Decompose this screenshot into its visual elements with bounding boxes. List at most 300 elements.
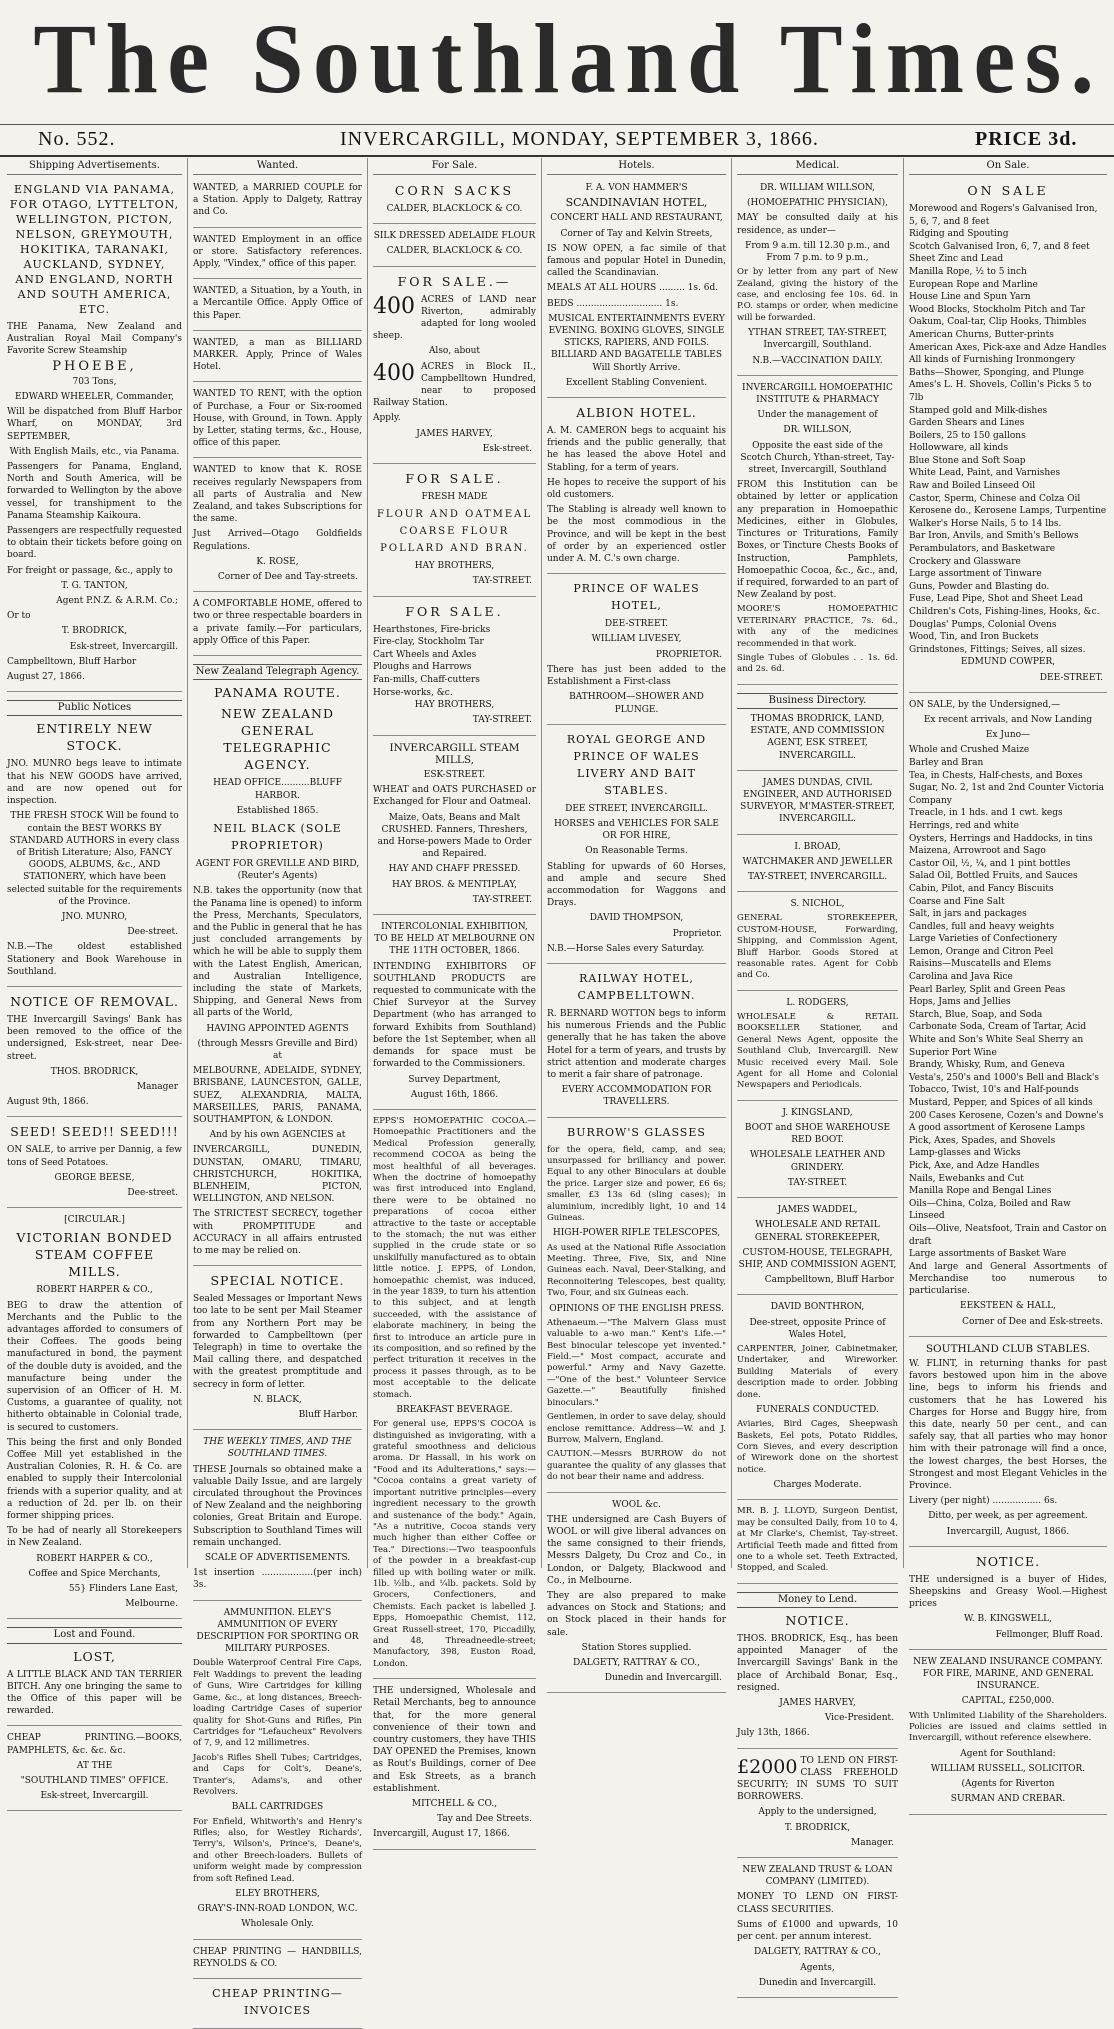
ad-body: FLOUR AND OATMEAL COARSE FLOUR POLLARD AND BRAN. (376, 509, 533, 555)
ad-body: R. BERNARD WOTTON begs to inform his numerous Friends and the Public generally that he has taken the above Hotel for a term of years, and trusts by strict attention and moderate charges to merit a fair share of patronage. (547, 1008, 726, 1080)
list-item: Ridging and Spouting (909, 229, 1009, 240)
ad-title: DAVID BONTHRON, (770, 1302, 865, 1313)
list-item: Fire-clay, Stockholm Tar (373, 637, 484, 648)
ad-note: N.B.—The oldest established Stationery and Book Warehouse in Southland. (7, 942, 182, 977)
ad-body: FUNERALS CONDUCTED. (756, 1404, 879, 1415)
ad-body: THE FRESH STOCK Will be found to contain the BEST WORKS BY STANDARD AUTHORS in every class of British Literature; Also, FANCY GOODS, ALBUMS, &c., AND STATIONERY, which have been selected suitable for the requirements of the Province. (7, 811, 182, 907)
ad-note: N.B.—Horse Sales every Saturday. (547, 943, 705, 954)
list-item: Hearthstones, Fire-bricks (373, 624, 491, 635)
ad-signature: GEORGE BEESE, (54, 1172, 135, 1183)
column-head: Hotels. (547, 158, 726, 175)
ad-price: Livery (per night) ................. 6s. (909, 1496, 1058, 1507)
list-item: Castor, Sperm, Chinese and Colza Oil (909, 493, 1081, 504)
ad-body: He hopes to receive the support of his old customers. (547, 477, 726, 501)
ad-signature: JNO. MUNRO, (61, 911, 128, 922)
ad-body: THE undersigned are Cash Buyers of WOOL or will give liberal advances on the same consigned to their friends, Messrs Dalgety, Du Croz and Co., in London, or Dalgety, Blackwood and Co., in Melbourne. (547, 1514, 726, 1586)
ad-address: Dunedin and Invercargill. (604, 1673, 722, 1684)
section-head: Money to Lend. (737, 1592, 898, 1608)
acreage-number: 400 (373, 360, 415, 386)
ad-address: GRAY'S-INN-ROAD LONDON, W.C. (197, 1904, 358, 1915)
ad-telegraph-agency (193, 659, 362, 1266)
ad-title: INVERCARGILL STEAM MILLS, (389, 741, 520, 766)
ad-title: JAMES WADDEL, (777, 1205, 858, 1216)
ad-eley-ammunition (193, 1604, 362, 1940)
ad-date: July 13th, 1866. (737, 1728, 810, 1739)
ad-railway-hotel (547, 967, 726, 1118)
ad-signature: K. ROSE, (256, 556, 299, 567)
ad-signature: ROBERT HARPER & CO., (36, 1553, 153, 1564)
ad-body: Just Arrived—Otago Goldfields Regulations. (193, 529, 362, 552)
ad-address: DEE STREET, INVERCARGILL. (565, 803, 708, 814)
list-item: Guns, Powder and Blasting do. (909, 581, 1050, 592)
ad-title: I. BROAD, (794, 841, 841, 852)
ship-mails: With English Mails, etc., via Panama. (9, 446, 180, 457)
list-item: Stamped gold and Milk-dishes (909, 405, 1048, 416)
ad-signature: ELEY BROTHERS, (235, 1889, 320, 1899)
list-item: Wood Blocks, Stockholm Pitch and Tar (909, 304, 1086, 315)
ad-club-stables (909, 1340, 1107, 1547)
ad-note: CAUTION.—Messrs BURROW do not guarantee the quality of any glasses that do not bear their name and address. (547, 1449, 726, 1483)
list-item: Morewood and Rogers's Galvanised Iron, 5, 6, 7, and 8 feet (909, 204, 1098, 227)
ad-title: SCANDINAVIAN HOTEL, (565, 196, 708, 210)
ad-title: SOUTHLAND CLUB STABLES. (925, 1342, 1091, 1355)
ad-price: Single Tubes of Globules . . 1s. 6d. and 2s. 6d. (737, 652, 898, 675)
ad-body: INVERCARGILL, DUNEDIN, DUNSTAN, OMARU, TIMARU, CHRISTCHURCH, HOKITIKA, BLENHEIM, PICTON, WELLINGTON, AND NELSON. (193, 1145, 362, 1205)
section-head: Lost and Found. (7, 1627, 182, 1643)
list-item: Cart Wheels and Axles (373, 649, 477, 660)
ad-body: WANTED, a MARRIED COUPLE for a Station. Apply to Dalgety, Rattray and Co. (193, 183, 362, 218)
ad-body: WHEAT and OATS PURCHASED or Exchanged for Flour and Oatmeal. (373, 785, 536, 808)
column-hotels (542, 158, 732, 1684)
ad-dr-willson (737, 179, 898, 376)
list-item: Pick, Axe, and Adze Handles (909, 1160, 1040, 1171)
list-item: Candles, full and heavy weights (909, 921, 1055, 932)
ad-trust-loan (737, 1861, 898, 1998)
ad-title: S. NICHOL, (790, 899, 845, 910)
newspaper-title: The Southland Times. (33, 3, 1104, 114)
ad-title: THE WEEKLY TIMES, AND THE SOUTHLAND TIMES. (203, 1437, 352, 1460)
ad-note: N.B.—VACCINATION DAILY. (752, 355, 883, 366)
ad-body: Athenaeum.—"The Malvern Glass must valuable to a-wo man." Kent's Life.—" Best binocular telescope yet invented." Field.—" Most compact, accurate and powerful." Army and Navy Gazette.—"One of the best." Volunteer Service Gazette.—" Beautifully finished binoculars." (547, 1317, 726, 1408)
ship-name: PHOEBE, (52, 358, 137, 374)
ad-body: THOS. BRODRICK, Esq., has been appointed Manager of the Invercargill Savings' Bank in the place of Archibald Bonar, Esq., resigned. (737, 1634, 898, 1693)
list-item: Vesta's, 250's and 1000's Bell and Black's (909, 1072, 1099, 1083)
column-for-sale (368, 158, 542, 1840)
ad-body: Established 1865. (236, 805, 319, 816)
ship-or: Or to (7, 611, 31, 622)
ad-body: As used at the National Rifle Association Meeting. Three, Five, Six, and Nine Guineas each. Naval, Deer-Stalking, and Reconnoitering Telescopes, best quality, Two, Four, and six Guineas each. (547, 1242, 726, 1299)
ad-body: Also, about (428, 346, 481, 357)
ship-agent-addr: Esk-street, Invercargill. (69, 641, 178, 652)
ad-title: FOR SALE. (405, 603, 504, 619)
columns (2, 158, 1112, 2018)
section-head: Business Directory. (737, 693, 898, 709)
list-item: House Line and Spun Yarn (909, 292, 1031, 303)
ad-body: CHEAP PRINTING — HANDBILLS, REYNOLDS & CO. (193, 1946, 362, 1969)
ad-insurance (909, 1653, 1107, 1815)
list-item: Hops, Jams and Jellies (909, 997, 1011, 1008)
ad-firm: ROBERT HARPER & CO., (36, 1285, 153, 1296)
list-item: Nails, Ewebanks and Cut (909, 1173, 1024, 1184)
ad-signature: EEKSTEEN & HALL, (960, 1301, 1056, 1312)
ad-body: HORSES and VEHICLES FOR SALE OR FOR HIRE, (554, 818, 719, 842)
ad-title: LOST, (73, 1648, 116, 1664)
ad-address: Melbourne. (125, 1599, 178, 1610)
ad-signature: DAVID THOMPSON, (589, 913, 684, 924)
section-business-directory (737, 688, 898, 771)
ad-adelaide-flour (373, 227, 536, 266)
ad-title: DR. WILLIAM WILLSON, (759, 183, 876, 193)
ad-body: (Agents for Riverton (961, 1779, 1055, 1790)
ad-body: ACRES in Block II., Campbelltown Hundred, near to proposed Railway Station. (373, 361, 536, 409)
list-item: Children's Cots, Fishing-lines, Hooks, &c. (909, 607, 1100, 617)
list-item: Barley and Bran (909, 757, 984, 768)
ad-body: JAMES DUNDAS, CIVIL ENGINEER, AND AUTHORISED SURVEYOR, M'MASTER-STREET, INVERCARGILL. (740, 777, 895, 825)
list-item: Blue Stone and Soft Soap (909, 455, 1026, 466)
issue-date: INVERCARGILL, MONDAY, SEPTEMBER 3, 1866. (340, 128, 819, 150)
ad-role: PROPRIETOR. (655, 649, 722, 660)
ad-body: MELBOURNE, ADELAIDE, SYDNEY, BRISBANE, LAUNCESTON, GALLE, SUEZ, ALEXANDRIA, MALTA, MARSEILLES, PARIS, PANAMA, SOUTHAMPTON, & LONDON. (193, 1066, 362, 1125)
ad-body: The Stabling is already well known to be the most commodious in the Province, and will be kept in the best of order by an experienced ostler under A. M. C.'s own charge. (547, 505, 726, 565)
ad-body: INTENDING EXHIBITORS OF SOUTHLAND PRODUCTS are requested to communicate with the Chief Surveyor at the Survey Department (who has arranged to forward Exhibits from Southland) before the 1st September, when all demands for space must be forwarded to the Commissioners. (373, 961, 536, 1070)
ad-address: Esk-street. (482, 443, 532, 454)
ad-date: August 9th, 1866. (7, 1097, 89, 1108)
ad-body: This being the first and only Bonded Coffee Mill yet established in the Australian Colonies, R. H. & Co. are enabled to supply their Intercolonial friends with a superior quality, and at a reduction of 2d. per lb. on their former shipping prices. (7, 1437, 182, 1522)
ad-title: ENGLAND VIA PANAMA, FOR OTAGO, LYTTELTON, WELLINGTON, PICTON, NELSON, GREYMOUTH, HOKITIKA, TARANAKI, AUCKLAND, SYDNEY, AND ENGLAND, NORTH AND SOUTH AMERICA, ETC. (9, 183, 180, 316)
ad-signature: THOS. BRODRICK, (50, 1066, 139, 1077)
ad-body: WANTED TO RENT, with the option of Purchase, a Four or Six-roomed House, with Ground, in Town. Apply by Letter, stating terms, &c., House, office of this paper. (193, 389, 362, 449)
list-item: Manilla Rope and Bengal Lines (909, 1186, 1052, 1197)
ad-address: Corner of Tay and Kelvin Streets, (560, 228, 713, 239)
directory-entry: THOMAS BRODRICK, LAND, ESTATE, AND COMMISSION AGENT, ESK STREET, INVERCARGILL. (750, 713, 885, 761)
ship-place: Campbelltown, Bluff Harbor (7, 656, 137, 667)
list-item: Pearl Barley, Split and Green Peas (909, 984, 1066, 995)
ad-owner: F. A. VON HAMMER'S (585, 183, 688, 193)
item-list (373, 624, 536, 700)
ad-wanted (193, 334, 362, 383)
ad-address: Dee-street, opposite Prince of Wales Hotel, (749, 1317, 886, 1340)
ad-body: Jacob's Rifles Shell Tubes; Cartridges, and Caps for Colt's, Deane's, Tranter's, Adams's, and other Revolvers. (193, 1752, 362, 1797)
ad-body: BOOT and SHOE WAREHOUSE RED BOOT. (744, 1123, 891, 1146)
ad-body: THE Invercargill Savings' Bank has been removed to the office of the undersigned, Esk-street, near Dee-street. (7, 1014, 182, 1062)
ad-address: TAY-STREET, INVERCARGILL. (747, 871, 888, 882)
ad-prince-of-wales (547, 577, 726, 724)
ad-signature: EDMUND COWPER, (960, 657, 1056, 668)
list-item: Carolina and Java Rice (909, 972, 1013, 983)
list-item: Lemon, Orange and Citron Peel (909, 946, 1054, 957)
issue-price: PRICE 3d. (975, 128, 1078, 150)
ad-address: TAY-STREET. (472, 576, 532, 587)
ad-body: Apply. (373, 413, 401, 424)
ad-invoices (193, 1982, 362, 2029)
list-item: Sugar, No. 2, 1st and 2nd Counter Victoria Company (909, 783, 1105, 806)
list-item: Perambulators, and Basketware (909, 544, 1056, 555)
ad-body: ON SALE, to arrive per Dannig, a few tons of Seed Potatoes. (7, 1145, 182, 1168)
directory-entry (737, 774, 898, 835)
ad-handbills (193, 1943, 362, 1979)
directory-entry (737, 1298, 898, 1500)
ad-address: DEE-STREET. (604, 619, 669, 630)
list-item: Walker's Horse Nails, 5 to 14 lbs. (909, 518, 1062, 529)
ad-body: A. M. CAMERON begs to acquaint his friends and the public generally, that he has leased the above Hotel and Stabling, for a term of years. (547, 426, 726, 473)
list-item: Castor Oil, ½, ¼, and 1 pint bottles (909, 858, 1071, 869)
ad-address: Fellmonger, Bluff Road. (995, 1629, 1103, 1640)
acreage-number: 400 (373, 293, 415, 319)
ad-body: For general use, EPPS'S COCOA is distinguished as invigorating, with a grateful smoothness and delicious aroma. Dr Hassall, in his work on "Food and its Adulterations," says:— "Cocoa contains a great variety of important nutritive principles—every ingredient necessary to the growth and sustenance of the body." Again, "As a nutritive, Cocoa stands very much higher than either Coffee or Tea." Directions:—Two teaspoonfuls of the powder in a breakfast-cup filled up with boiling water or milk. 1lb. ½lb., and ¼lb. packets. Sold by Grocers, Confectioners, and Chemists. Each packet is labelled J. Epps, Homoepathic Chemist, 112, Great Russell-street, 170, Piccadilly, and 48, Threadneedle-street; Manufactory, 398, Euston Road, London. (373, 1419, 536, 1669)
directory-entry (737, 1104, 898, 1198)
ad-signature: SURMAN AND CREBAR. (950, 1794, 1066, 1805)
ad-body: Ex Juno— (985, 730, 1031, 741)
ad-title: AMMUNITION. ELEY'S AMMUNITION OF EVERY DESCRIPTION FOR SPORTING OR MILITARY PURPOSES. (196, 1607, 359, 1655)
ad-body: CAPITAL, £250,000. (961, 1696, 1055, 1707)
ad-body: ACRES of LAND near Riverton, admirably adapted for long wooled sheep. (373, 294, 536, 342)
ad-signature: DALGETY, RATTRAY & CO., (573, 1657, 700, 1668)
ad-address: Dee-street. (127, 1187, 178, 1198)
column-on-sale (904, 158, 1112, 1805)
column-head: Shipping Advertisements. (7, 158, 182, 175)
ad-body: HAY AND CHAFF PRESSED. (388, 864, 521, 875)
list-item: 200 Cases Kerosene, Cozen's and Downe's (909, 1110, 1104, 1121)
ad-title: INTERCOLONIAL EXHIBITION, TO BE HELD AT MELBOURNE ON THE 11TH OCTOBER, 1866. (374, 922, 535, 957)
item-list (909, 744, 1107, 1260)
ad-signature: MITCHELL & CO., (411, 1799, 498, 1810)
list-item: Scotch Galvanised Iron, 6, 7, and 8 feet (909, 241, 1090, 252)
ad-signature: DALGETY, RATTRAY & CO., (754, 1947, 881, 1958)
ad-body: Aviaries, Bird Cages, Sheepwash Baskets, Eel pots, Potato Riddles, Corn Sieves, and every description of Wirework done on the shortest notice. (737, 1419, 898, 1475)
ad-cheap-printing (7, 1729, 182, 1811)
ad-title: INVERCARGILL HOMOEPATHIC INSTITUTE & PHARMACY (742, 382, 893, 406)
ad-wanted (193, 179, 362, 228)
list-item: Kerosene do., Kerosene Lamps, Turpentine (909, 506, 1107, 517)
ship-agent: T. BRODRICK, (61, 626, 128, 637)
ad-title: SILK DRESSED ADELAIDE FLOUR (373, 231, 536, 242)
ad-steam-mills (373, 739, 536, 915)
ad-body: On Reasonable Terms. (585, 846, 688, 857)
ad-body: Station Stores supplied. (581, 1642, 692, 1653)
ad-title: RAILWAY HOTEL, CAMPBELLTOWN. (577, 971, 696, 1002)
list-item: All kinds of Furnishing Ironmongery (909, 355, 1076, 366)
list-item: Bar Iron, Anvils, and Smith's Bellows (909, 531, 1079, 542)
ad-body: MOORE'S HOMOEPATHIC VETERINARY PRACTICE, 7s. 6d., with any of the medicines recommended in that work. (737, 604, 898, 649)
ad-firm: CALDER, BLACKLOCK & CO. (386, 204, 523, 214)
list-item: Treacle, in 1 hds. and 1 cwt. kegs (909, 808, 1063, 819)
ad-wanted (193, 282, 362, 331)
ad-body: SCALE OF ADVERTISEMENTS. (204, 1553, 351, 1564)
ad-date: Invercargill, August, 1866. (946, 1526, 1070, 1537)
ad-body: for the opera, field, camp, and sea; unsurpassed for brilliancy and power. Equal to any other Binoculars at double the price. Larger size and power, £6 6s; smaller, £3 13s 6d (sling cases); in aluminium, incredibly light, 10 and 14 Guineas. (547, 1144, 726, 1223)
ad-body: Sealed Messages or Important News too late to be sent per Mail Steamer from any Northern Port may be forwarded to Campbelltown (per Telegraph) in time to overtake the Mail calling there, and despatched with the greatest promptitude and secrecy in form of letter. (193, 1294, 362, 1390)
ad-body: Double Waterproof Central Fire Caps, Felt Waddings to prevent the leading of Guns, Wire Cartridges for killing Game, &c., at long distances, Breech-loading Cartridge Cases of superior quality for Shot-Guns and Rifles, Pin Cartridges for "Lefaucheux" Revolvers of 7, 9, and 12 millimetres. (193, 1658, 362, 1749)
list-item: A good assortment of Kerosene Lamps (909, 1123, 1085, 1134)
list-item: Brandy, Whisky, Rum, and Geneva (909, 1060, 1065, 1071)
list-item: White and Son's White Seal Sherry an Superior Port Wine (909, 1035, 1084, 1058)
dateline (0, 124, 1114, 157)
ad-panama-steamer (7, 179, 182, 692)
ad-body: Or by letter from any part of New Zealand, giving the history of the case, and enclosing fee 10s. 6d. in P.O. stamps or order, when medicine will be forwarded. (737, 267, 898, 323)
ad-body: TO LEND ON FIRST-CLASS FREEHOLD SECURITY; IN SUMS TO SUIT BORROWERS. (737, 1755, 898, 1803)
ship-date: August 27, 1866. (7, 672, 85, 683)
ad-body: WHOLESALE LEATHER AND GRINDERY. (749, 1150, 886, 1173)
ad-signature: W. B. KINGSWELL, (964, 1614, 1052, 1625)
ship-tons: 703 Tons, (72, 376, 117, 387)
ship-agent-role: Agent P.N.Z. & A.R.M. Co.; (56, 596, 178, 607)
column-head: For Sale. (373, 158, 536, 175)
section-head: WOOL &c. (612, 1499, 661, 1510)
masthead (0, 0, 1114, 118)
ad-body: Survey Department, (408, 1074, 501, 1085)
ad-body: 1st insertion ..................(per inch) 3s. (193, 1568, 362, 1591)
ad-address: YTHAN STREET, TAY-STREET, Invercargill, Southland. (748, 328, 887, 351)
ship-passengers: Passengers for Panama, England, North and South America, will be forwarded to Wellington by the above vessel, for transhipment to the Panama Steamship Kaikoura. (7, 462, 182, 521)
list-item: Cabin, Pilot, and Fancy Biscuits (909, 883, 1054, 894)
ad-title: NOTICE OF REMOVAL. (10, 993, 179, 1009)
ad-body: Wholesale Only. (241, 1919, 314, 1930)
list-item: Mustard, Pepper, and Spices of all kinds (909, 1098, 1093, 1109)
directory-entry (737, 838, 898, 893)
ad-body: MAY be consulted daily at his residence, as under— (737, 213, 898, 236)
ad-address: Gentlemen, in order to save delay, should enclose remittance. Address—W. and J. Burrow, Malvern, England. (547, 1412, 726, 1445)
ad-title: FOR SALE. (405, 471, 504, 487)
ad-title: FOR SALE.— (397, 273, 512, 289)
ad-title: ON SALE, by the Undersigned,— (909, 699, 1061, 710)
ad-notice-of-removal (7, 990, 182, 1117)
ad-title: NEW ZEALAND TRUST & LOAN COMPANY (LIMITED). (742, 1865, 893, 1888)
ad-body: And by his own AGENCIES at (209, 1130, 346, 1141)
ad-signature: JAMES HARVEY, (416, 428, 493, 439)
ad-body: JNO. MUNRO begs leave to intimate that his NEW GOODS have arrived, and are now opened out for inspection. (7, 759, 182, 807)
section-head: Public Notices (7, 700, 182, 716)
ad-seed (7, 1120, 182, 1208)
ad-coffee-mills (7, 1211, 182, 1619)
ad-cowper-on-sale (909, 179, 1107, 693)
list-item: Douglas' Pumps, Colonial Ovens (909, 619, 1057, 630)
ad-weekly-times (193, 1433, 362, 1600)
list-item: Large assortment of Tinware (909, 569, 1042, 580)
ad-address: Corner of Dee and Esk-streets. (962, 1316, 1103, 1327)
ad-signature: DR. WILLSON, (783, 425, 852, 436)
ad-price: BEDS .............................. 1s. (547, 298, 679, 309)
ad-body: A COMFORTABLE HOME, offered to two or three respectable boarders in a private family.—For particulars, apply Office of this Paper. (193, 599, 362, 646)
ad-role: Manager (136, 1081, 178, 1092)
ad-title: SEED! SEED!! SEED!!! (10, 1124, 179, 1140)
ad-body: CUSTOM-HOUSE, TELEGRAPH, SHIP, AND COMMISSION AGENT, (738, 1247, 897, 1270)
ad-body: WANTED, a man as BILLIARD MARKER. Apply, Prince of Wales Hotel. (193, 337, 362, 373)
ad-body: MR. B. J. LLOYD, Surgeon Dentist, may be consulted Daily, from 10 to 4, at Mr Clarke's, Chemist, Tay-street. Artificial Teeth made and fitted from one to a whole set. Teeth Extracted, Stopped, and Scaled. (737, 1506, 898, 1574)
ad-body: And large and General Assortments of Merchandise too numerous to particularise. (909, 1261, 1107, 1297)
ad-proprietor: NEIL BLACK (SOLE PROPRIETOR) (213, 821, 342, 852)
ad-body: FRESH MADE (421, 492, 488, 503)
ad-price: Ditto, per week, as per agreement. (928, 1511, 1088, 1522)
list-item: Large Varieties of Confectionery (909, 934, 1058, 945)
list-item: Fuse, Lead Pipe, Shot and Sheet Lead (909, 594, 1083, 605)
list-item: Maizena, Arrowroot and Sago (909, 846, 1046, 857)
list-item: Ploughs and Harrows (373, 662, 472, 673)
ad-body: THE undersigned is a buyer of Hides, Sheepskins and Greasy Wool.—Highest prices (909, 1574, 1107, 1610)
ad-signature: Coffee and Spice Merchants, (28, 1568, 161, 1579)
ad-date: August 16th, 1866. (410, 1089, 499, 1100)
ad-land-for-sale (373, 270, 536, 464)
ad-body: WANTED to know that K. ROSE receives regularly Newspapers from all parts of Australia and New Zealand, and takes Subscriptions for the same. (193, 465, 362, 525)
ad-subtitle: CONCERT HALL AND RESTAURANT, (550, 213, 723, 224)
item-list (909, 203, 1107, 656)
ad-body: MONEY TO LEND ON FIRST-CLASS SECURITIES. (737, 1892, 898, 1915)
ad-title: J. KINGSLAND, (782, 1107, 853, 1118)
directory-entry (737, 895, 898, 991)
ad-body: THESE Journals so obtained make a valuable Daily Issue, and are largely circulated throughout the Provinces of New Zealand and the neighboring colonies, Great Britain and Europe. Subscription to Southland Times will remain unchanged. (193, 1464, 362, 1548)
ad-title: NOTICE. (975, 1553, 1041, 1569)
ad-albion-hotel (547, 401, 726, 574)
ad-address: Opposite the east side of the Scotch Church, Ythan-street, Tay-street, Invercargill, Southland (740, 440, 895, 476)
ad-body: CARPENTER, Joiner, Cabinetmaker, Undertaker, and Wireworker. Building Materials of every description made to order. Jobbing done. (737, 1343, 898, 1400)
ad-signature: HAY BROTHERS, (414, 700, 495, 711)
column-head: Wanted. (193, 158, 362, 175)
ad-body: CHEAP PRINTING.—BOOKS, PAMPHLETS, &c. &c. &c. (7, 1733, 182, 1756)
ad-special-notice (193, 1269, 362, 1430)
ad-body: MUSICAL ENTERTAINMENTS EVERY EVENING. BOXING GLOVES, SINGLE STICKS, RAPIERS, AND FOILS. BILLIARD AND BAGATELLE TABLES Will Shortly Arrive. (548, 313, 725, 373)
ad-address: DEE-STREET. (1039, 672, 1103, 683)
ad-wanted (193, 385, 362, 458)
ad-body: HEAD OFFICE..........BLUFF HARBOR. (213, 778, 342, 801)
list-item: European Rope and Marline (909, 279, 1038, 290)
ad-subtitle: (HOMOEPATHIC PHYSICIAN), (746, 198, 889, 209)
ad-body: A LITTLE BLACK AND TAN TERRIER BITCH. Any one bringing the same to the Office of this paper will be rewarded. (7, 1669, 182, 1717)
list-item: Tobacco, Twist, 10's and Half-pounds (909, 1085, 1079, 1096)
ad-title: NEW ZEALAND GENERAL TELEGRAPHIC AGENCY. (220, 706, 334, 773)
list-item: Oysters, Herrings and Haddocks, in tins (909, 833, 1093, 844)
ad-signature: WILLIAM RUSSELL, SOLICITOR. (930, 1764, 1086, 1775)
list-item: American Churns, Butter-prints (909, 329, 1054, 340)
ad-firm: CALDER, BLACKLOCK & CO. (386, 246, 523, 257)
ad-body: Apply to the undersigned, (758, 1807, 877, 1818)
list-item: Carbonate Soda, Cream of Tartar, Acid (909, 1022, 1087, 1033)
ad-body: BEG to draw the attention of Merchants and the Public to the advantages afforded to consumers of their Coffees. The goods being manufactured in bond, the payment of the double duty is avoided, and the manufacture being under the supervision of an Officer of H. M. Customs, a guarantee of quality, not hitherto obtainable in Colonial trade, is secured to customers. (7, 1300, 182, 1433)
list-item: Horse-works, &c. (373, 687, 453, 698)
ad-tag: [CIRCULAR.] (64, 1215, 125, 1226)
list-item: Crockery and Glassware (909, 556, 1021, 567)
ad-signature: T. BRODRICK, (784, 1822, 851, 1833)
list-item: Oakum, Coal-tar, Clip Hooks, Thimbles (909, 317, 1087, 328)
ship-dispatch: Will be dispatched from Bluff Harbor Wharf, on MONDAY, 3rd SEPTEMBER, (7, 407, 182, 442)
list-item: Large assortments of Basket Ware (909, 1249, 1067, 1260)
ad-hours: From 9 a.m. till 12.30 p.m., and From 7 p.m. to 9 p.m., (745, 240, 890, 264)
ad-body: AGENT FOR GREVILLE AND BIRD, (Reuter's Agents) (195, 858, 360, 882)
ad-address: TAY-STREET. (472, 715, 532, 726)
list-item: Pick, Axes, Spades, and Shovels (909, 1135, 1056, 1146)
list-item: Oils—China, Colza, Boiled and Raw Linseed (909, 1198, 1071, 1222)
ad-body: With Unlimited Liability of the Shareholders. Policies are issued and claims settled in Invercargill, without reference elsewhere. (909, 1710, 1107, 1744)
ad-signature: JAMES HARVEY, (779, 1698, 856, 1709)
section-lost-found (7, 1622, 182, 1726)
ad-body: W. FLINT, in returning thanks for past favors bestowed upon him in the above line, begs to inform his friends and customers that he has Lowered his Charges for Horse and Buggy hire, from this date, nearly 50 per cent., and can safely say, that all parties who may honor him with their patronage will find a once, the lowest charges, the best Horses, the Strongest and most Elegant Vehicles in the Province. (909, 1358, 1107, 1491)
ship-commander: EDWARD WHEELER, Commander, (14, 392, 175, 403)
ad-burrow-glasses (547, 1121, 726, 1493)
ad-signature: HAY BROTHERS, (414, 561, 495, 572)
ad-address: TAY-STREET. (472, 894, 532, 905)
ad-address: Campbelltown, Bluff Harbor (764, 1275, 894, 1286)
list-item: Garden Shears and Lines (909, 418, 1025, 429)
ad-subtitle: OPINIONS OF THE ENGLISH PRESS. (549, 1303, 724, 1314)
ad-wanted (193, 231, 362, 280)
ad-body: HAVING APPOINTED AGENTS (206, 1023, 349, 1034)
ad-address: Dee-street. (127, 927, 178, 938)
ad-address: Esk-street, Invercargill. (40, 1791, 149, 1802)
column-shipping (2, 158, 188, 1802)
ship-obtain: Passengers are respectfully requested to obtain their tickets before going on board. (7, 526, 182, 561)
ad-lend-2000 (737, 1752, 898, 1858)
ad-date: Invercargill, August 17, 1866. (373, 1829, 510, 1840)
list-item: Fan-mills, Chaff-cutters (373, 675, 480, 686)
ad-flour-oatmeal (373, 467, 536, 597)
